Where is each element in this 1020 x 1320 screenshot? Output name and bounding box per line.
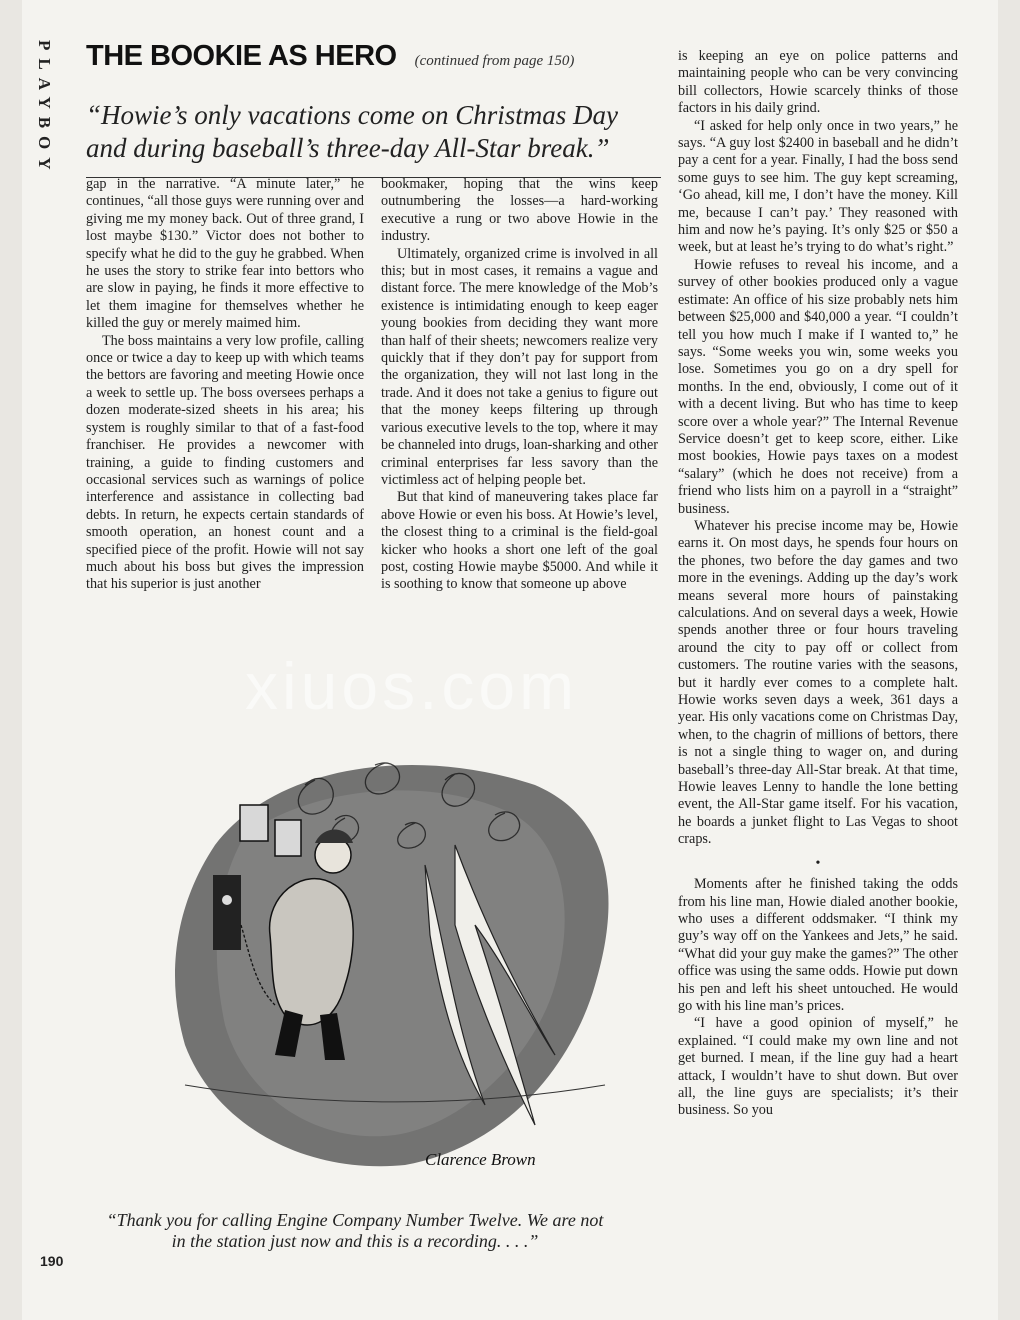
continued-note: (continued from page 150) bbox=[414, 53, 575, 69]
magazine-name: PLAYBOY bbox=[35, 40, 54, 178]
paragraph: “I have a good opinion of myself,” he explained. “I could make my own line and not get burned. I mean, if the line guy had a heart attack, I wouldn’t have to shut down. But over all, the line guys are specialists; it’s their business. So you bbox=[678, 1015, 958, 1119]
paragraph: Howie refuses to reveal his income, and a survey of other bookies produced only a vague estimate: An office of his size probably nets him between $25,000 and $40,000 a year. “I couldn’t tell you how much I make if I wanted to,” he says. “Some weeks you win, some weeks you lose. Sometimes you go on a dry spell for months. In the end, obviously, I come out of it with a decent living. But who has time to keep score over a whole year?” The Internal Revenue Service doesn’t get to keep score, either. Like most bookies, Howie pays taxes on a modest “salary” (which he does not receive) from a friend who lists him on a payroll in a “straight” business. bbox=[678, 256, 958, 517]
paragraph: But that kind of maneuvering takes place far above Howie or even his boss. At Howie’s level, the closest thing to a criminal is the field-goal kicker who hooks a short one left of the goal post, costing Howie maybe $5000. And while it is soothing to know that someone up above bbox=[381, 489, 658, 593]
article-header bbox=[86, 40, 661, 178]
paragraph: Whatever his precise income may be, Howie earns it. On most days, he spends four hours on the phones, two before the day games and two more in the evenings. Adding up the day’s work means several more hours of painstaking calculations. And on several days a week, Howie spends another three or four hours traveling around the city to pay off or collect from customers. The routine varies with the seasons, but it hardly ever comes to a complete halt. Howie works seven days a week, 361 days a year. His only vacations come on Christmas Day, when, to the chagrin of millions of bettors, there is not a single thing to wager on, and during baseball’s three-day All-Star break. At that time, Howie leaves Lenny to handle the lone betting event, the All-Star game itself. For his vacation, he boards a junket flight to Las Vegas to shoot craps. bbox=[678, 517, 958, 848]
paragraph: The boss maintains a very low profile, calling once or twice a day to keep up with which teams the bettors are favoring and meeting Howie once a week to settle up. The boss oversees perhaps a dozen moderate-sized sheets in his area; his system is roughly similar to that of a fast-food franchiser. He provides a newcomer with training, a guide to finding customers and occasional services such as warnings of police interference and assistance in collecting bad debts. In return, he expects certain standards of smooth operation, an honest count and a specified piece of the profit. Howie will not say much about his boss but gives the impression that his superior is just another bbox=[86, 332, 364, 593]
paragraph: Moments after he finished taking the odds from his line man, Howie dialed another bookie, who uses a different oddsmaker. “I think my guy’s way off on the Yankees and Jets,” he said. “What did your guy make the games?” The other office was using the same odds. Howie put down his pen and left his sheet untouched. He would go with his line man’s prices. bbox=[678, 876, 958, 1014]
paragraph: is keeping an eye on police patterns and maintaining people who can be very convincing bill collectors, Howie scarcely thinks of those factors in his daily grind. bbox=[678, 48, 958, 117]
page-edge-left bbox=[0, 0, 22, 1320]
paragraph: “I asked for help only once in two years,” he says. “A guy lost $2400 in baseball and he didn’t pay a cent for a year. Finally, I had the boss send some guys to see him. The guy kept screaming, ‘Go ahead, kill me, I don’t have the money. Kill me, because I can’t pay.’ They reasoned with him and now he’s paying. It’s only $25 or $50 a week, but at least he’s trying to do what’s right.” bbox=[678, 117, 958, 256]
paragraph: Ultimately, organized crime is involved in all this; but in most cases, it remains a vague and distant force. The mere knowledge of the Mob’s existence is intimidating enough to keep eager young bookies from deciding they want more than half of their sheets; newcomers realize very quickly that if they don’t pay for support from the organization, they will not last long in the trade. And it does not take a genius to figure out that the money keeps filtering up through various executive levels to the top, where it may be channeled into drugs, loan-sharking and other criminal enterprises far less savory than the victimless act of helping people bet. bbox=[381, 245, 658, 488]
text-column-3 bbox=[678, 48, 958, 1120]
paragraph: bookmaker, hoping that the wins keep outnumbering the losses—a hard-working executive a rung or two above Howie in the industry. bbox=[381, 176, 658, 245]
text-column-1 bbox=[86, 176, 364, 594]
title-row bbox=[86, 40, 661, 73]
page-edge-right bbox=[998, 0, 1020, 1320]
page-number: 190 bbox=[40, 1253, 64, 1269]
watermark: xiuos.com bbox=[245, 649, 579, 723]
article-title: THE BOOKIE AS HERO bbox=[86, 40, 397, 72]
text-column-2 bbox=[381, 176, 658, 594]
artist-signature: Clarence Brown bbox=[425, 1150, 536, 1169]
section-break-bullet: • bbox=[815, 855, 821, 871]
pull-quote: “Howie’s only vacations come on Christmas Day and during baseball’s three-day All-Star break.” bbox=[86, 99, 661, 178]
magazine-name-vertical bbox=[30, 40, 58, 200]
cartoon-caption: “Thank you for calling Engine Company Number Twelve. We are not in the station just now and this is a recording. . . .” bbox=[106, 1210, 604, 1251]
cartoon-illustration bbox=[155, 725, 635, 1185]
paragraph: gap in the narrative. “A minute later,” he continues, “all those guys were running over and giving me my money back. Out of three grand, I lost maybe $130.” Victor does not bother to specify what he did to the guy he grabbed. When he uses the story to strike fear into bettors who are slow in paying, he finds it more effective to let them imagine for themselves whether he killed the guy or merely maimed him. bbox=[86, 176, 364, 332]
